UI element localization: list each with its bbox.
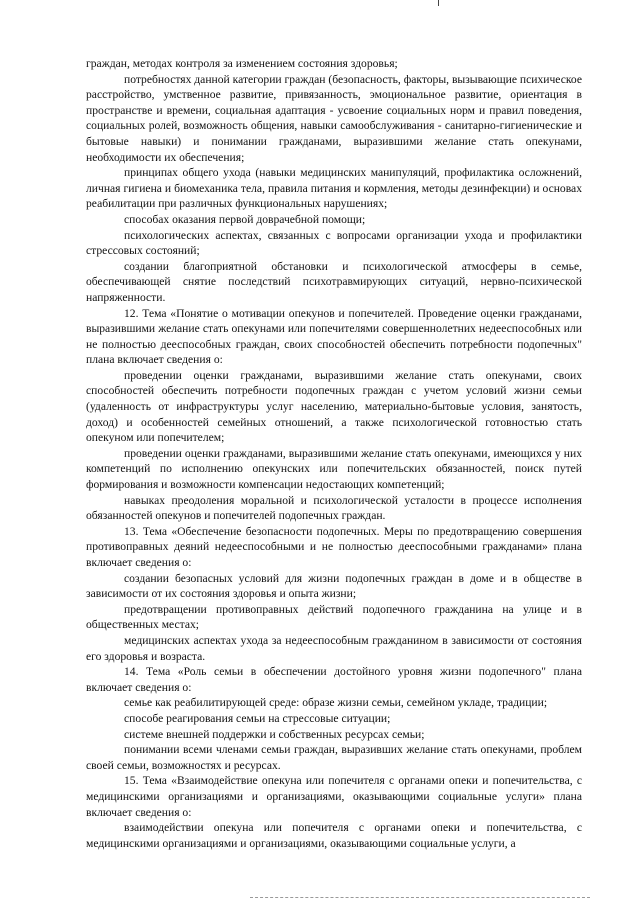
topic-13-heading: 13. Тема «Обеспечение безопасности подопечных. Меры по предотвращению совершения противоправных деяний недееспособными и не полностью дееспособными гражданами» плана включает сведения о: [86, 524, 582, 569]
paragraph: проведении оценки гражданами, выразившими желание стать опекунами, своих способностей обеспечить потребности подопечных граждан с учетом условий жизни семьи (удаленность от инфраструктуры услуг населению, материально-бытовые условия, занятость, доход) и особенностей семейных отношений, а также психологической готовностью стать опекуном или попечителем; [86, 368, 582, 445]
scan-mark [438, 0, 439, 6]
paragraph: принципах общего ухода (навыки медицинских манипуляций, профилактика осложнений, личная гигиена и биомеханика тела, правила питания и кормления, методы дезинфекции) и основах реабилитации при различных функциональных нарушениях; [86, 166, 582, 211]
paragraph: создании безопасных условий для жизни подопечных граждан в доме и в обществе в зависимости от их состояния здоровья и опыта жизни; [86, 571, 582, 601]
paragraph: граждан, методах контроля за изменением состояния здоровья; [86, 57, 398, 70]
paragraph: медицинских аспектах ухода за недееспособным гражданином в зависимости от состояния его здоровья и возраста. [86, 633, 582, 663]
topic-12-heading: 12. Тема «Понятие о мотивации опекунов и попечителей. Проведение оценки гражданами, выразившими желание стать опекунами или попечителями совершеннолетних недееспособных или не полностью дееспособных граждан, своих способностей обеспечить потребности подопечных" плана включает сведения о: [86, 306, 582, 367]
document-page [86, 56, 582, 851]
paragraph: взаимодействии опекуна или попечителя с органами опеки и попечительства, с медицинскими организациями и организациями, оказывающими социальные услуги, а [86, 821, 582, 850]
paragraph: понимании всеми членами семьи граждан, выразивших желание стать опекунами, проблем своей семьи, возможностях и ресурсах. [86, 743, 582, 772]
paragraph: навыках преодоления моральной и психологической усталости в процессе исполнения обязанностей опекунов и попечителей подопечных граждан. [86, 493, 582, 523]
paragraph: проведении оценки гражданами, выразившими желание стать опекунами, имеющихся у них компетенций по исполнению опекунских или попечительских обязанностей, поиск путей формирования и возможности компенсации недостающих компетенций; [86, 446, 582, 492]
page-bottom-rule [250, 897, 590, 898]
topic-15-heading: 15. Тема «Взаимодействие опекуна или попечителя с органами опеки и попечительства, с медицинскими организациями и организациями, оказывающими социальные услуги» плана включает сведения о: [86, 774, 582, 819]
paragraph: создании благоприятной обстановки и психологической атмосферы в семье, обеспечивающей снятие последствий психотравмирующих ситуаций, нервно-психической напряженности. [86, 259, 582, 304]
paragraph: предотвращении противоправных действий подопечного гражданина на улице и в общественных местах; [86, 602, 582, 632]
paragraph: психологических аспектах, связанных с вопросами организации ухода и профилактики стрессовых состояний; [86, 228, 582, 258]
paragraph: способах оказания первой доврачебной помощи; [124, 212, 366, 226]
paragraph: способе реагирования семьи на стрессовые ситуации; [124, 711, 391, 725]
paragraph: системе внешней поддержки и собственных ресурсах семьи; [124, 727, 425, 741]
paragraph: семье как реабилитирующей среде: образе жизни семьи, семейном укладе, традиции; [124, 696, 548, 710]
paragraph: потребностях данной категории граждан (безопасность, факторы, вызывающие психическое расстройство, умственное развитие, привязанность, эмоциональное развитие, ориентация в пространстве и времени, социальная адаптация - усвоение социальных норм и правил поведения, социальных ролей, возможность общения, навыки самообслуживания - санитарно-гигиенические и бытовые навыки) и понимании гражданами, выразившими желание стать опекунами, необходимости их обеспечения; [86, 72, 582, 164]
topic-14-heading: 14. Тема «Роль семьи в обеспечении достойного уровня жизни подопечного" плана включает сведения о: [86, 665, 582, 694]
